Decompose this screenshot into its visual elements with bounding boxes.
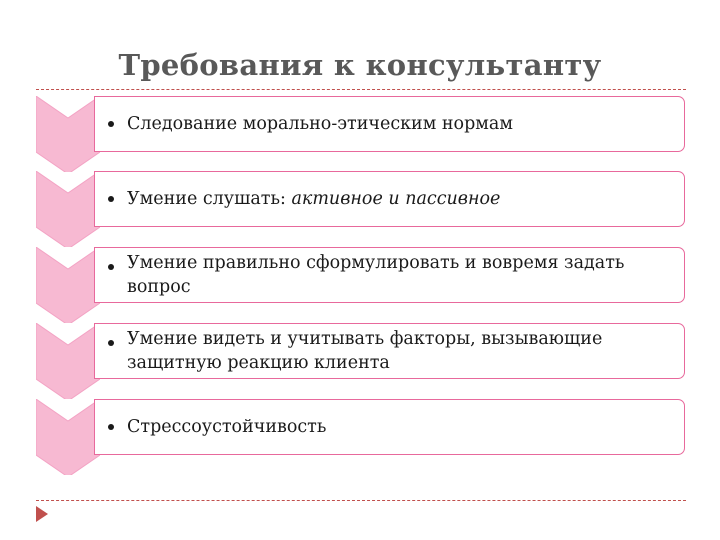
- requirement-emphasis: активное и пассивное: [291, 189, 501, 209]
- bullet: [108, 264, 114, 270]
- footer-divider: [36, 500, 686, 501]
- list-item: [36, 399, 686, 455]
- requirement-label: Умение слушать:: [127, 189, 292, 209]
- list-item: [36, 96, 686, 152]
- requirement-text: Стрессоустойчивость: [127, 417, 327, 437]
- chevron-down-icon: [36, 399, 100, 475]
- requirement-text: [127, 187, 672, 211]
- requirement-text: Умение видеть и учитывать факторы, вызывающие защитную реакцию клиента: [127, 329, 603, 373]
- requirement-card: [94, 171, 685, 227]
- requirement-text: Умение правильно сформулировать и вовремя задать вопрос: [127, 253, 625, 297]
- list-item: [36, 171, 686, 227]
- chevron-down-icon: [36, 96, 100, 172]
- requirement-card: [94, 96, 685, 152]
- bullet: [108, 196, 114, 202]
- requirement-card: [94, 323, 685, 379]
- chevron-down-icon: [36, 323, 100, 399]
- requirement-card: [94, 399, 685, 455]
- slide-title: Требования к консультанту: [118, 48, 602, 82]
- chevron-down-icon: [36, 171, 100, 247]
- bullet: [108, 424, 114, 430]
- requirement-card: [94, 247, 685, 303]
- title-divider: [36, 89, 686, 90]
- requirement-text: Следование морально-этическим нормам: [127, 114, 513, 134]
- bullet: [108, 340, 114, 346]
- bullet: [108, 121, 114, 127]
- list-item: [36, 247, 686, 303]
- chevron-down-icon: [36, 247, 100, 323]
- play-arrow-icon[interactable]: [36, 506, 48, 522]
- list-item: [36, 323, 686, 379]
